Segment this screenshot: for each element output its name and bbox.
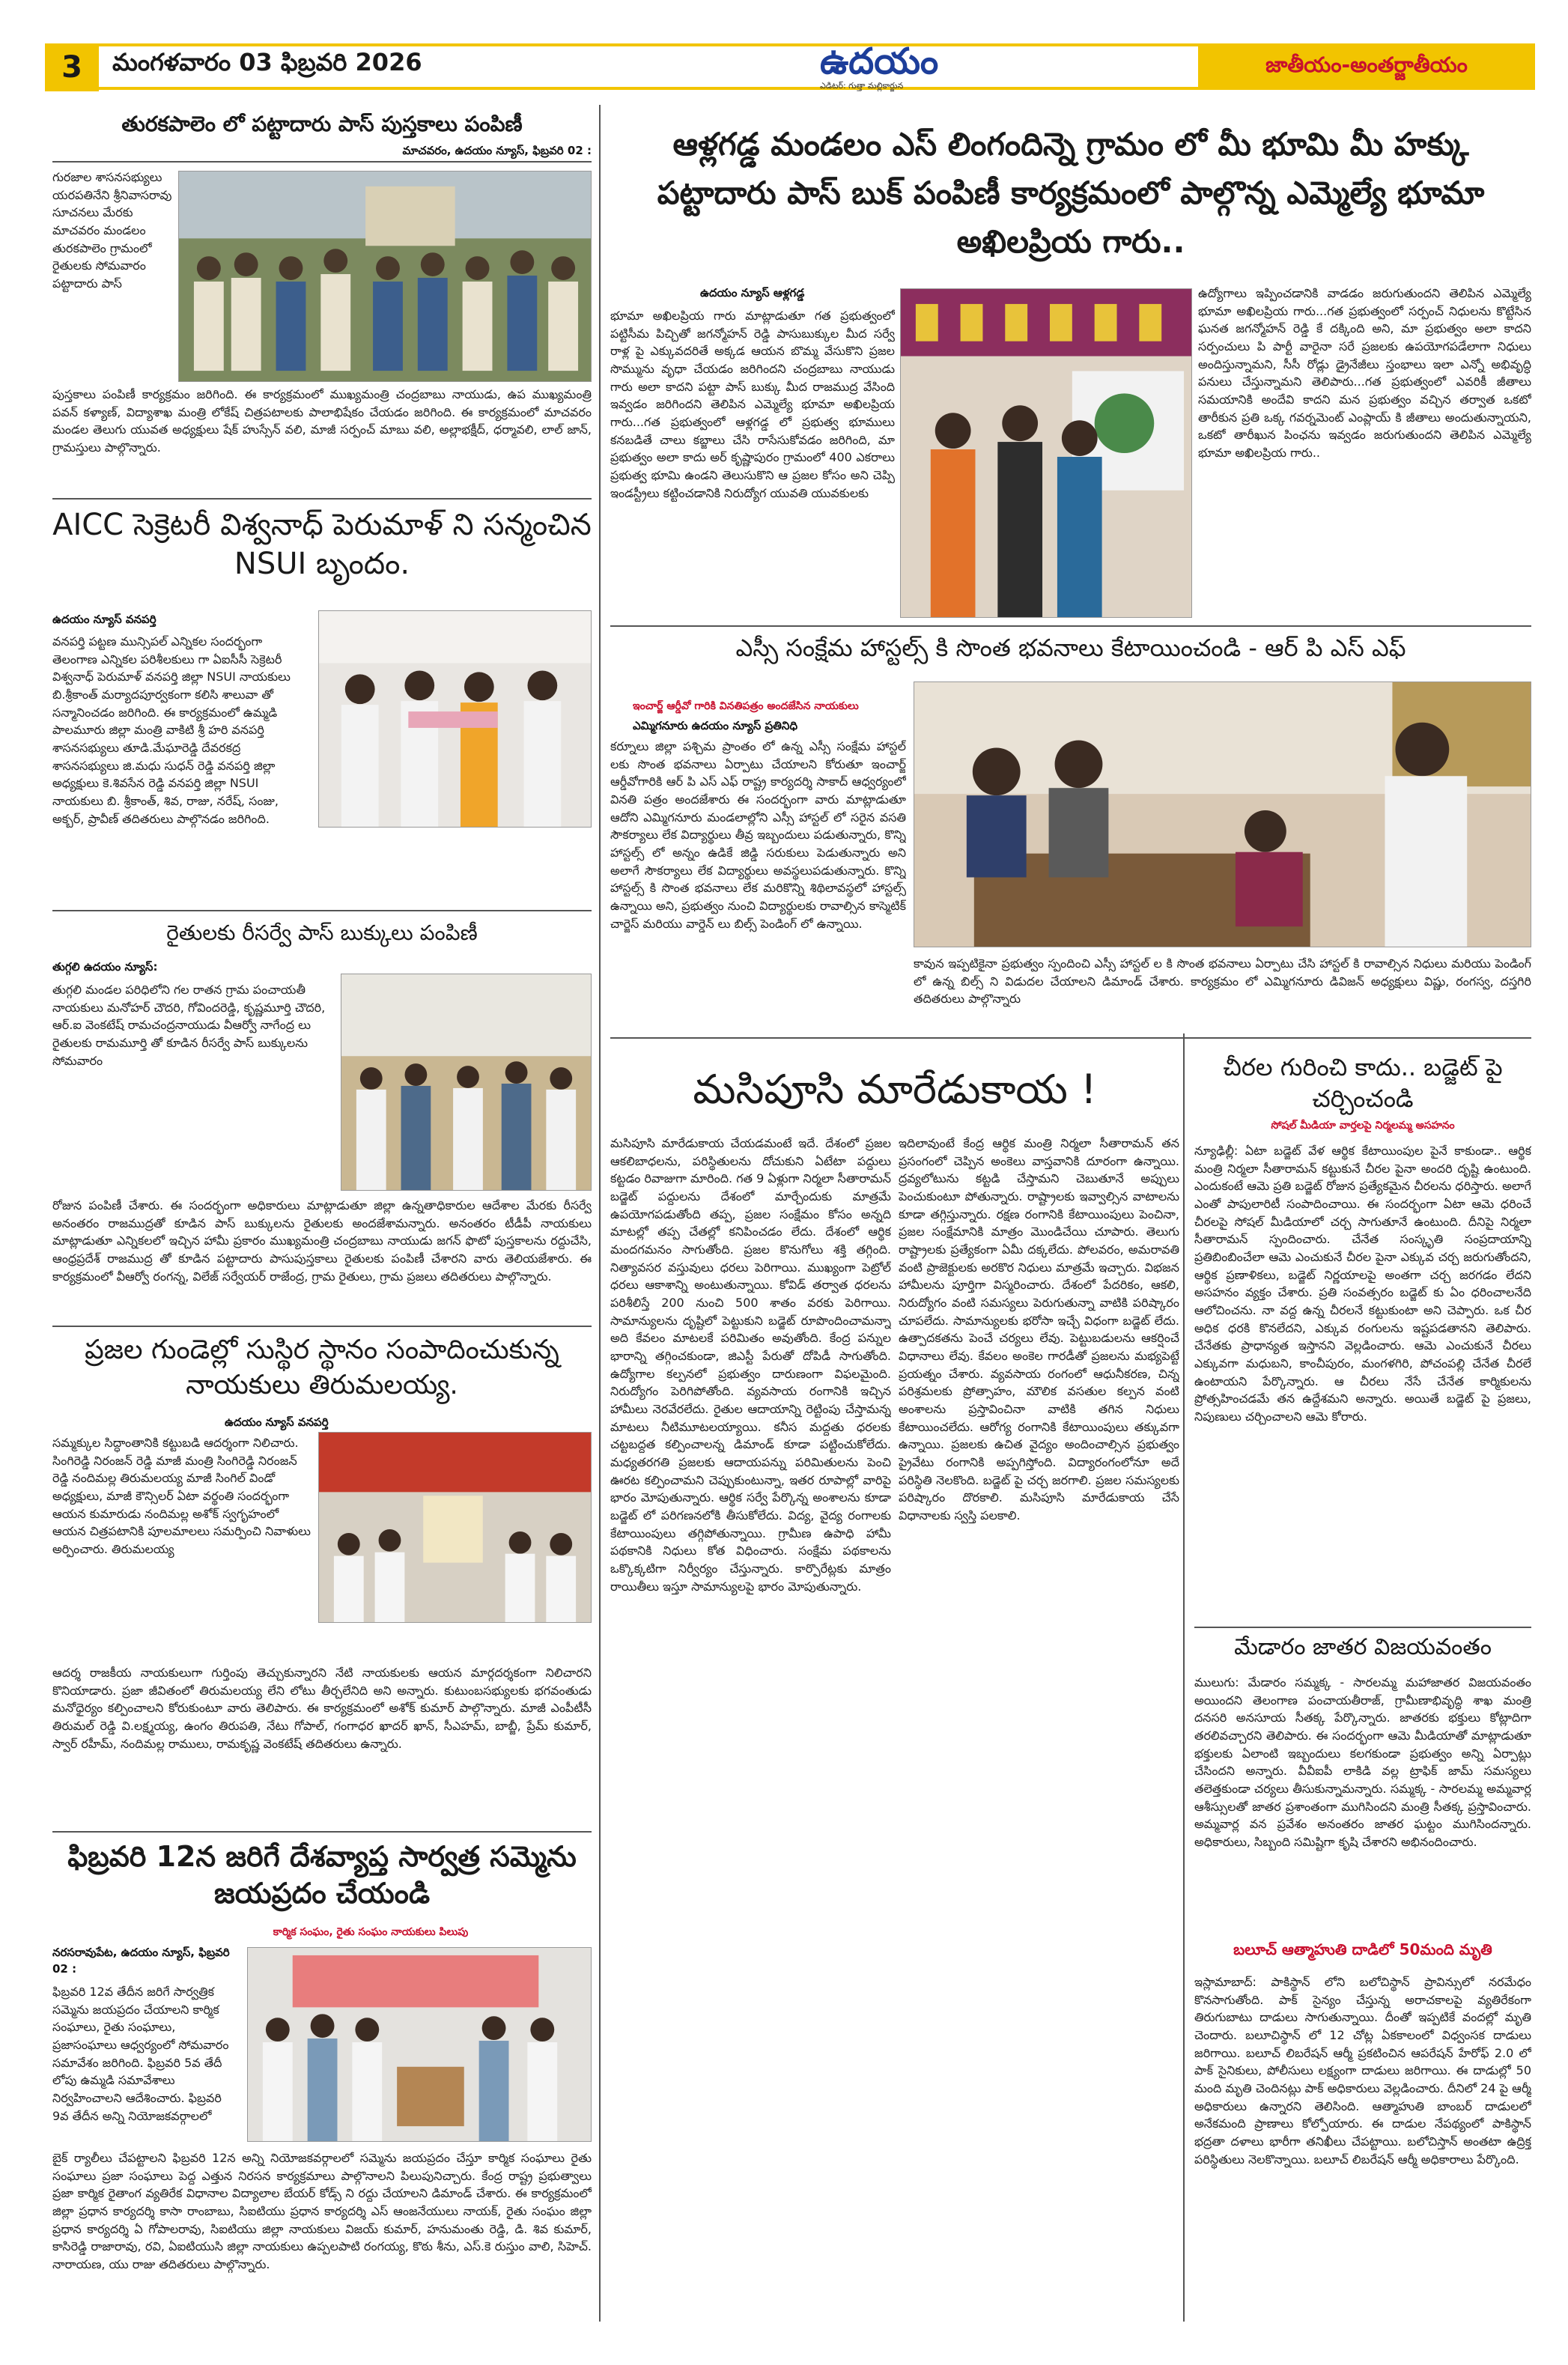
passbook-event-photo-image: [901, 289, 1191, 617]
farmers-photo-image: [341, 974, 591, 1190]
story4-headline: ప్రజల గుండెల్లో సుస్థిర స్థానం సంపాదించుకున్న నాయకులు తిరుమలయ్య.: [85, 1335, 559, 1400]
story6-byline: ఎమ్మిగనూరు ఉదయం న్యూస్ ప్రతినిధి: [633, 719, 798, 732]
section-label: జాతీయం-అంతర్జాతీయం: [1198, 45, 1535, 90]
story4-side-text: సమ్మక్కుల సిద్ధాంతానికి కట్టుబడి ఆదర్శంగా నిలిచారు. సింగిరెడ్డి నిరంజన్ రెడ్డి మాజీ మంత్రి సింగిరెడ్డి నిరంజన్ రెడ్డి నందిమల్ల తిరుమలయ్య మాజీ సింగిల్ విండో అధ్యక్షులు, మాజీ కౌన్సిలర్ ఏటా వర్థంతి సందర్భంగా ఆయన కుమారుడు నందిమల్ల అశోక్ స్వగృహంలో ఆయన చిత్రపటానికి పూలమాలలు సమర్పించి నివాళులు అర్పించారు. తిరుమలయ్య: [52, 1436, 311, 1557]
column-rule: [599, 105, 601, 2322]
story7-headline: చీరల గురించి కాదు.. బడ్జెట్ పై చర్చించండి: [1223, 1053, 1503, 1113]
story1-byline: మాచవరం, ఉదయం న్యూస్, ఫిబ్రవరి 02 :: [402, 144, 592, 157]
story5-kicker: కార్మిక సంఘం, రైతు సంఘం నాయకులు పిలుపు: [273, 1926, 469, 1938]
divider: [52, 1831, 592, 1833]
issue-date: మంగళవారం 03 ఫిబ్రవరి 2026: [112, 48, 422, 76]
lead-headline: ఆళ్లగడ్డ మండలం ఎస్ లింగందిన్నె గ్రామం లో మీ భూమి మీ హక్కు పట్టాదారు పాస్ బుక్ పంపిణీ కార్యక్రమంలో పాల్గొన్న ఎమ్మెల్యే భూమా అఖిలప్రియ గారు..: [657, 126, 1485, 261]
story7-kicker: సోషల్ మీడియా వార్తలపై నిర్మలమ్మ అసహనం: [1271, 1120, 1455, 1132]
story1-body: పుస్తకాలు పంపిణీ కార్యక్రమం జరిగింది. ఈ కార్యక్రమంలో ముఖ్యమంత్రి చంద్రబాబు నాయుడు, ఉప ముఖ్యమంత్రి పవన్ కళ్యాణ్, విద్యాశాఖ మంత్రి లోకేష్ చిత్రపటాలకు పాలాభిషేకం చేయడం జరిగింది. ఈ కార్యక్రమంలో మాచవరం మండల తెలుగు యువత అధ్యక్షులు షేక్ హుస్సేన్ వలి, మాజీ సర్పంచ్ మాబు వలి, అల్లాభక్షీద్, ధర్మావలి, లాల్ జాన్, గ్రామస్తులు పాల్గొన్నారు.: [52, 387, 592, 455]
story8-body: ఇస్లామాబాద్: పాకిస్థాన్ లోని బలోచిస్థాన్ ప్రావిన్సులో నరమేధం కొనసాగుతోంది. పాక్ సైన్యం చేస్తున్న అరాచకాలపై వ్యతిరేకంగా తిరుగుబాటు దాడులు సాగుతున్నాయి. దీంతో ఇప్పటికే వందల్లో మృతి చెందారు. బలూచిస్థాన్ లో 12 చోట్ల ఏకకాలంలో విధ్వంసక దాడులు జరిగాయి. బలూచ్ లిబరేషన్ ఆర్మీ ప్రకటించిన ఆపరేషన్ హేరోఫ్ 2.0 లో పాక్ సైనికులు, పోలీసులు లక్ష్యంగా దాడులు జరిగాయి. ఈ దాడుల్లో 50 మంది మృతి చెందినట్లు పాక్ అధికారులు వెల్లడించారు. దీనిలో 24 పై ఆర్మీ అధికారులు ఉన్నారని తెలిసింది. ఆత్మాహుతి బాంబర్ దాడులలో అనేకమంది ప్రాణాలు కోల్పోయారు. ఈ దాడుల నేపథ్యంలో పాకిస్థాన్ భద్రతా దళాలు భారీగా తనిఖీలు చేపట్టాయి. బలోచిస్తాన్ అంతటా ఉద్రిక్త పరిస్థితులు నెలకొన్నాయి. బలూచ్ లిబరేషన్ ఆర్మీ అధికారాలు పేర్కొంది.: [1194, 1975, 1531, 2167]
lead-byline: ఉదయం న్యూస్ ఆళ్లగడ్డ: [700, 286, 805, 300]
logo-name: ఉదయం: [820, 40, 939, 82]
story5-headline: ఫిబ్రవరి 12న జరిగే దేశవ్యాప్త సార్వత్ర సమ్మెను జయప్రదం చేయండి: [67, 1840, 577, 1910]
story5-photo: [247, 1947, 592, 2142]
memorandum-photo-image: [914, 682, 1531, 947]
logo-tagline: ఎడిటర్: గుత్తా మల్లికార్జున: [820, 81, 904, 91]
story1-rule: [52, 161, 592, 163]
divider: [52, 498, 592, 500]
divider: [52, 910, 592, 911]
story3-side-text: తుగ్గలి మండల పరిధిలోని గల రాతన గ్రామ పంచాయతీ నాయకులు మనోహర్ చౌదరి, గోవిందరెడ్డి, కృష్ణమూర్తి చౌదరి, ఆర్.ఐ వెంకటేష్ రామచంద్రనాయుడు వీఆర్వో నాగేంద్ర లు రైతులకు రామమూర్తి తో కూడిన రీసర్వే పాస్ బుక్కులను సోమవారం: [52, 983, 326, 1068]
lead-column-1: భూమా అఖిలప్రియ గారు మాట్లాడుతూ గత ప్రభుత్వంలో పట్టిసీమ పిచ్చితో జగన్మోహన్ రెడ్డి పాసుబుక్కుల మీద సర్వే రాళ్ల పై ఎక్కువదరితే అక్కడ ఆయన బొమ్మ వేసుకొని ప్రజల సొమ్మును వృధా చేయడం జరిగిందని చంద్రబాబు నాయుడు గారు అలా కాదని పట్టా పాస్ బుక్కు మీద రాజముద్ర వేసింది ఇవ్వడం జరిగిందని తెలిపిన ఎమ్మెల్యే భూమా అఖిలప్రియ గారు...గత ప్రభుత్వంలో ఆళ్లగడ్డ లో ప్రభుత్వ భూములు కనబడితే చాలు కబ్జాలు చేసి రాసేసుకోవడం జరిగింది, మా ప్రభుత్వం అలా కాదు అర్ కృష్ణాపురం గ్రామంలో 400 ఎకరాలు ప్రభుత్వ భూమి ఉండని తెలుసుకొని ఆ ప్రజల కోసం అని చెప్పి ఇండస్ట్రీలు కట్టించడానికి నిరుద్యోగ యువతి యువకులకు: [610, 309, 895, 500]
group-photo-image: [179, 171, 591, 381]
story4-byline: ఉదయం న్యూస్ వనపర్తి: [225, 1415, 329, 1429]
divider: [610, 625, 1531, 627]
story2-body: వనపర్తి పట్టణ మున్సిపల్ ఎన్నికల సందర్భంగా తెలంగాణ ఎన్నికల పరిశీలకులు గా ఏఐసీసీ సెక్రెటరీ విశ్వనాధ్ పెరుమాళ్ వనపర్తి జిల్లా NSUI నాయకులు బి.శ్రీకాంత్ మర్యాదపూర్వకంగా కలిసి శాలువా తో సన్మానించడం జరిగింది. ఈ కార్యక్రమంలో ఉమ్మడి పాలమూరు జిల్లా మంత్రి వాకిటి శ్రీ హరి వనపర్తి శాసనసభ్యులు తూడి.మేఘారెడ్డి దేవరకద్ర శాసనసభ్యులు జి.మధు సుధన్ రెడ్డి వనపర్తి జిల్లా అధ్యక్షులు కె.శివసేన రెడ్డి వనపర్తి జిల్లా NSUI నాయకులు బి. శ్రీకాంత్, శివ, రాజు, నరేష్, సంజు, అక్బర్, ప్రావీణ్ తదితరులు పాల్గొనడం జరిగింది.: [52, 634, 291, 826]
story6-photo: [914, 681, 1531, 947]
story8-headline: బలూచ్ ఆత్మాహుతి దాడిలో 50మంది మృతి: [1233, 1940, 1492, 1958]
story3-headline: రైతులకు రీసర్వే పాస్ బుక్కులు పంపిణీ: [166, 920, 478, 945]
story4-photo: [318, 1432, 592, 1623]
story5-side-text: ఫిబ్రవరి 12వ తేదీన జరిగే సార్వత్రిక సమ్మెను జయప్రదం చేయాలని కార్మిక సంఘాలు, రైతు సంఘాలు, ప్రజాసంఘాలు ఆధ్వర్యంలో సోమవారం సమావేశం జరిగింది. ఫిబ్రవరి 5వ తేదీ లోపు ఉమ్మడి సమావేశాలు నిర్వహించాలని ఆదేశించారు. ఫిబ్రవరి 9వ తేదీన అన్ని నియోజకవర్గాలలో: [52, 1985, 229, 2123]
editorial-headline: మసిపూసి మారేడుకాయ !: [693, 1066, 1097, 1113]
felicitation-photo-image: [319, 611, 591, 827]
story3-photo: [341, 974, 592, 1191]
lead-photo: [900, 288, 1192, 618]
story2-photo: [318, 610, 592, 828]
story6-headline: ఎస్సీ సంక్షేమ హాస్టల్స్ కి సొంత భవనాలు కేటాయించండి - ఆర్ పి ఎస్ ఎఫ్: [735, 634, 1406, 662]
meeting-photo-image: [248, 1948, 591, 2141]
story6-column-1: కర్నూలు జిల్లా పశ్చిమ ప్రాంతం లో ఉన్న ఎస్సీ సంక్షేమ హాస్టల్ లకు సొంత భవనాలు ఏర్పాటు చేయాలని కోరుతూ ఇంచార్జ్ ఆర్డీవోగారికి ఆర్ పి ఎస్ ఎఫ్ రాష్ట్ర కార్యదర్శి సాకాద్ ఆధ్వర్యంలో వినతి పత్రం అందజేశారు ఈ సందర్భంగా వారు మాట్లాడుతూ ఆదోని ఎమ్మిగనూరు మండలాల్లోని ఎస్సీ హాస్టల్ లో సరైన వసతి సౌకర్యాలు లేక విద్యార్థులు తీవ్ర ఇబ్బందులు పడుతున్నారు, కొన్ని హాస్టల్స్ లో అన్నం ఉడికే జిడ్డి సరుకులు పెడుతున్నారు అని అలాగే సౌకర్యాలు లేక విద్యార్థులు అవస్థలుపడుతున్నారు. కొన్ని హాస్టల్స్ కి సొంత భవనాలు లేక మరికొన్ని శిథిలావస్థలో హాస్టల్స్ ఉన్నాయి అని, ప్రభుత్వం నుంచి విద్యార్థులకు రావాల్సిన కాస్మెటిక్ చార్జెస్ మరియు వార్డెన్ లు బిల్స్ పెండింగ్ లో ఉన్నాయి.: [610, 739, 906, 931]
tribute-photo-image: [319, 1433, 591, 1622]
story4-body: ఆదర్శ రాజకీయ నాయకులుగా గుర్తింపు తెచ్చుకున్నారని నేటి నాయకులకు ఆయన మార్గదర్శకంగా నిలిచారని కొనియాడారు. ప్రజా జీవితంలో తిరుమలయ్య లేని లోటు తీర్చలేనిది అని అన్నారు. కుటుంబసభ్యులకు భగవంతుడు మనోధైర్యం కల్పించాలని కోరుకుంటూ వారు తెలిపారు. ఈ కార్యక్రమంలో అశోక్ కుమార్ పాల్గొన్నారు. మాజీ ఎంపీటీసీ తిరుమల్ రెడ్డి వి.లక్ష్మయ్య, ఉంగం తిరుపతి, నేటు గోపాల్, గంగాధర ఖాదర్ ఖాన్, సీఎహమ్, బాబ్జీ, ప్రేమ్ కుమార్, స్వార్ రహీమ్, నందిమల్ల రాములు, రామకృష్ణ వెంకటేష్ తదితరులు ఉన్నారు.: [52, 1666, 592, 1751]
story5-body: బైక్ ర్యాలీలు చేపట్టాలని ఫిబ్రవరి 12న అన్ని నియోజకవర్గాలలో సమ్మెను జయప్రదం చేస్తూ కార్మిక సంఘాలు రైతు సంఘాలు ప్రజా సంఘాలు పెద్ద ఎత్తున నిరసన కార్యక్రమాలు పాల్గొనాలని పిలుపునిచ్చారు. కేంద్ర రాష్ట్ర ప్రభుత్వాలు ప్రజా కార్మిక రైతాంగ వ్యతిరేక విధానాల విద్యాలాల బేయర్ కోడ్స్ ని రద్దు చేయాలని డిమాండ్ చేశారు. ఈ కార్యక్రమంలో జిల్లా ప్రధాన కార్యదర్శి కాసా రాంబాబు, సిఐటియు ప్రధాన కార్యదర్శి ఎస్ ఆంజనేయులు నాయక్, రైతు సంఘం జిల్లా ప్రధాన కార్యదర్శి ఏ గోపాలరావు, సిఐటియు జిల్లా నాయకులు విజయ్ కుమార్, హనుమంతు రెడ్డి, డి. శివ కుమార్, కాసిరెడ్డి రాజారావు, రవి, ఏఐటియుసి జిల్లా నాయకులు ఉప్పలపాటి రంగయ్య, కొఠు శీను, ఎస్.కె రుస్తుం వాలి, సిహెచ్. నారాయణ, యు రాజు తదితరులు పాల్గొన్నారు.: [52, 2151, 592, 2272]
story7-sub-headline: మేడారం జాతర విజయవంతం: [1234, 1634, 1492, 1660]
editorial-column-1: మసిపూసి మారేడుకాయ చేయడమంటే ఇదే. దేశంలో ప్రజల ఆకలిబాధలను, పరిస్థితులను దోచుకుని ఏటేటా పద్దులు కట్టడం రివాజుగా మారింది. గత 9 ఏళ్లుగా నిర్మలా సీతారామన్ బడ్జెట్ పద్దులను దేశంలో మార్చేందుకు మాత్రమే ఉపయోగపడుతోంది తప్ప, ప్రజల సంక్షేమం కోసం అన్నది మాటల్లో తప్ప చేతల్లో కనిపించడం లేదు. దేశంలో ఆర్థిక మందగమనం సాగుతోంది. ప్రజల కొనుగోలు శక్తి తగ్గింది. నిత్యావసర వస్తువులు ధరలు పెరిగాయి. ముఖ్యంగా పెట్రోల్ ధరలు ఆకాశాన్ని అంటుతున్నాయి. కోవిడ్ తర్వాత ధరలను పరిశీలిస్తే 200 నుంచి 500 శాతం వరకు పెరిగాయి. సామాన్యులను దృష్టిలో పెట్టుకుని బడ్జెట్ రూపొందించామన్నా అది కేవలం మాటలకే పరిమితం అవుతోంది. కేంద్ర పన్నుల భారాన్ని తగ్గించకుండా, జిఎస్టీ పేరుతో దోపిడీ సాగుతోంది. ఉద్యోగాల కల్పనలో ప్రభుత్వం దారుణంగా విఫలమైంది. నిరుద్యోగం పెరిగిపోతోంది. వ్యవసాయ రంగానికి ఇచ్చిన హామీలు నెరవేరలేదు. రైతుల ఆదాయాన్ని రెట్టింపు చేస్తామన్న మాటలు నీటిమూటలయ్యాయి. కనీస మద్దతు ధరలకు చట్టబద్దత కల్పించాలన్న డిమాండ్ కూడా పట్టించుకోలేదు. మధ్యతరగతి ప్రజలకు ఆదాయపన్ను పరిమితులను పెంచి ఊరట కల్పించామని చెప్పుకుంటున్నా, ఇతర రూపాల్లో వారిపై భారం మోపుతున్నారు. ఆర్థిక సర్వే పేర్కొన్న అంశాలను కూడా బడ్జెట్ లో పరిగణనలోకి తీసుకోలేదు. విద్య, వైద్య రంగాలకు కేటాయింపులు తగ్గిపోతున్నాయి. గ్రామీణ ఉపాధి హామీ పథకానికి నిధులు కోత విధించారు. సంక్షేమ పథకాలను ఒక్కొక్కటిగా నిర్వీర్యం చేస్తున్నారు. కార్పొరేట్లకు మాత్రం రాయితీలు ఇస్తూ సామాన్యులపై భారం మోపుతున్నారు.: [610, 1136, 891, 1594]
lead-column-2: ఉద్యోగాలు ఇప్పించడానికి వాడడం జరుగుతుందని తెలిపిన ఎమ్మెల్యే భూమా అఖిలప్రియ గారు...గత ప్రభుత్వంలో సర్పంచ్ నిధులను కొట్టేసిన ఘనత జగన్మోహన్ రెడ్డి కే దక్కింది అని, మా ప్రభుత్వం అలా కాదని సర్పంచులు పి పార్టీ వారైనా సరే ప్రజలకు ఉపయోగపడేలాగా నిధులు అందిస్తున్నామని, సీసీ రోడ్లు డ్రైనేజీలు స్తంభాలు ఇలా ఎన్నో అభివృద్ధి పనులు చేస్తున్నామని తెలిపారు...గత ప్రభుత్వంలో ఎవరికీ జీతాలు సమయానికి అందేవి కాదని మన ప్రభుత్వం వచ్చిన తర్వాత ఒకటో తారీకున ప్రతి ఒక్క గవర్నమెంట్ ఎంప్లాయ్ కి జీతాలు అందుతున్నాయని, ఒకటో తారీఖున పింఛను ఇవ్వడం జరుగుతుందని తెలిపిన ఎమ్మెల్యే భూమా అఖిలప్రియ గారు..: [1198, 286, 1531, 461]
newspaper-logo: [820, 42, 947, 97]
story1-photo: [178, 171, 592, 382]
story1-side-text: గురజాల శాసనసభ్యులు యరపతినేని శ్రీనివాసరావు సూచనలు మేరకు మాచవరం మండలం తురకపాలెం గ్రామంలో రైతులకు సోమవారం పట్టాదారు పాస్: [52, 170, 172, 291]
story6-column-2: కావున ఇప్పటికైనా ప్రభుత్వం స్పందించి ఎస్సీ హాస్టల్ ల కి సొంత భవనాలు ఏర్పాటు చేసి హాస్టల్ కి రావాల్సిన నిధులు మరియు పెండింగ్ లో ఉన్న బిల్స్ ని విడుదల చేయాలని డిమాండ్ చేశారు. కార్యక్రమం లో ఎమ్మిగనూరు డివిజన్ అధ్యక్షులు విష్ణు, రంగస్వ, దస్తగిరి తదితరులు పాల్గొన్నారు: [914, 956, 1531, 1007]
divider: [610, 1037, 1531, 1039]
story2-headline: AICC సెక్రెటరీ విశ్వనాధ్ పెరుమాళ్ ని సన్మంచిన NSUI బృందం.: [52, 508, 592, 581]
story3-body: రోజున పంపిణీ చేశారు. ఈ సందర్భంగా అధికారులు మాట్లాడుతూ జిల్లా ఉన్నతాధికారుల ఆదేశాల మేరకు రీసర్వే అనంతరం రాజముద్రతో కూడిన పాస్ బుక్కులను రైతులకు అందజేశామన్నారు. అనంతరం టీడీపీ నాయకులు మాట్లాడుతూ ఎన్నికలలో ఇచ్చిన హామీ ప్రకారం ముఖ్యమంత్రి చంద్రబాబు నాయుడు జగన్ ఫొటో పుస్తకాలను రద్దుచేసి, ఆంధ్రప్రదేశ్ రాజముద్ర తో కూడిన పట్టాదారు పాసుపుస్తకాలు రైతులకు పంపిణీ చేశారని వారు తెలియజేశారు. ఈ కార్యక్రమంలో వీఆర్వో రంగన్న, విలేజ్ సర్వేయర్ రాజేంద్ర, గ్రామ రైతులు, గ్రామ ప్రజలు తదితరులు పాల్గొన్నారు.: [52, 1198, 592, 1284]
story2-byline: ఉదయం న్యూస్ వనపర్తి: [52, 613, 157, 626]
column-rule: [1183, 1033, 1185, 2322]
editorial-column-2: ఇదిలావుంటే కేంద్ర ఆర్థిక మంత్రి నిర్మలా సీతారామన్ తన ప్రసంగంలో చెప్పిన అంకెలు వాస్తవానికి దూరంగా ఉన్నాయి. ద్రవ్యలోటును కట్టడి చేస్తామని చెబుతూనే అప్పులు పెంచుకుంటూ పోతున్నారు. రాష్ట్రాలకు ఇవ్వాల్సిన వాటాలను కూడా తగ్గిస్తున్నారు. రక్షణ రంగానికి కేటాయింపులు పెంచినా, ప్రజల సంక్షేమానికి మాత్రం మొండిచేయి చూపారు. తెలుగు రాష్ట్రాలకు ప్రత్యేకంగా ఏమీ దక్కలేదు. పోలవరం, అమరావతి వంటి ప్రాజెక్టులకు అరకొర నిధులు మాత్రమే ఇచ్చారు. విభజన హామీలను పూర్తిగా విస్మరించారు. దేశంలో పేదరికం, ఆకలి, నిరుద్యోగం వంటి సమస్యలు పెరుగుతున్నా వాటికి పరిష్కారం చూపలేదు. సామాన్యులకు భరోసా ఇచ్చే విధంగా బడ్జెట్ లేదు. ఉత్పాదకతను పెంచే చర్యలు లేవు. పెట్టుబడులను ఆకర్షించే విధానాలు లేవు. కేవలం అంకెల గారడీతో ప్రజలను మభ్యపెట్టే ప్రయత్నం చేశారు. వ్యవసాయ రంగంలో ఆధునీకరణ, చిన్న పరిశ్రమలకు ప్రోత్సాహం, మౌలిక వసతుల కల్పన వంటి అంశాలను ప్రస్తావించినా వాటికి తగిన నిధులు కేటాయించలేదు. ఆరోగ్య రంగానికి కేటాయింపులు తక్కువగా ఉన్నాయి. ప్రజలకు ఉచిత వైద్యం అందించాల్సిన ప్రభుత్వం ప్రైవేటు రంగానికి అప్పగిస్తోంది. విద్యారంగంలోనూ అదే పరిస్థితి నెలకొంది. బడ్జెట్ పై చర్చ జరగాలి. ప్రజల సమస్యలకు పరిష్కారం దొరకాలి. మసిపూసి మారేడుకాయ చేసే విధానాలకు స్వస్తి పలకాలి.: [899, 1136, 1179, 1523]
divider: [52, 1326, 592, 1327]
story7-body: న్యూఢిల్లీ: ఏటా బడ్జెట్ వేళ ఆర్థిక కేటాయింపుల పైనే కాకుండా.. ఆర్థిక మంత్రి నిర్మలా సీతారామన్ కట్టుకునే చీరల పైనా అందరి దృష్టి ఉంటుంది. ఎందుకంటే ఆమె ప్రతి బడ్జెట్ రోజున ప్రత్యేకమైన చీరలను ధరిస్తారు. అలాగే ఎంతో పాపులారిటీ సంపాదించాయి. ఈ సందర్భంగా ఏటా ఆమె ధరించే చీరలపై సోషల్ మీడియాలో చర్చ సాగుతూనే ఉంటుంది. దీనిపై నిర్మలా సీతారామన్ స్పందించారు. చేనేత సంస్కృతి సంప్రదాయాన్ని ప్రతిబింబించేలా ఆమె ఎంచుకునే చీరల పైనా ఎక్కువ చర్చ జరుగుతోందని, ఆర్థిక ప్రణాళికలు, బడ్జెట్ నిర్ణయాలపై అంతగా చర్చ జరగడం లేదని అసహనం వ్యక్తం చేశారు. ప్రతి సంవత్సరం బడ్జెట్ కు ఏం ధరించాలనేది ఆలోచించను. నా వద్ద ఉన్న చీరలనే కట్టుకుంటా అని చెప్పారు. ఒక చీర అధిక ధరకి కొనలేదని, ఎక్కువ రంగులను ఇష్టపడతానని తెలిపారు. చేనేతకు ప్రాధాన్యత ఇస్తానని వెల్లడించారు. ఆమె ఎంచుకునే చీరలు ఎక్కువగా మధుబని, కాంచీపురం, మంగళగిరి, పోచంపల్లి చేనేత చీరలే ఉంటాయని పేర్కొన్నారు. ఆ చీరలు నేసే చేనేత కార్మికులను ప్రోత్సహించడమే తన ఉద్దేశమని అన్నారు. అయితే బడ్జెట్ పై ప్రజలు, నిపుణులు చర్చించాలని ఆమె కోరారు.: [1194, 1144, 1531, 1424]
divider: [1194, 1627, 1531, 1628]
story3-byline: తుగ్గలి ఉదయం న్యూస్:: [52, 960, 158, 974]
story7-sub-body: ములుగు: మేడారం సమ్మక్క - సారలమ్మ మహాజాతర విజయవంతం అయిందని తెలంగాణ పంచాయతీరాజ్, గ్రామీణాభివృద్ధి శాఖ మంత్రి దనసరి అనసూయ సీతక్క పేర్కొన్నారు. జాతరకు భక్తులు కోట్లాదిగా తరలివచ్చారని తెలిపారు. ఈ సందర్భంగా ఆమె మీడియాతో మాట్లాడుతూ భక్తులకు ఏలాంటి ఇబ్బందులు కలగకుండా ప్రభుత్వం అన్ని ఏర్పాట్లు చేసిందని అన్నారు. వీవీఐపీ లాకిడి వల్ల ట్రాఫిక్ జామ్ సమస్యలు తలెత్తకుండా చర్యలు తీసుకున్నామన్నారు. సమ్మక్క - సారలమ్మ అమ్మవార్ల ఆశీస్సులతో జాతర ప్రశాంతంగా ముగిసిందని మంత్రి సీతక్క ప్రస్తావించారు. అమ్మవార్ల వన ప్రవేశం అనంతరం జాతర ఘట్టం ముగిసిందన్నారు. అధికారులు, సిబ్బంది సమిష్టిగా కృషి చేశారని అభినందించారు.: [1194, 1675, 1531, 1850]
page-number: 3: [45, 43, 99, 91]
story5-byline: నరసరావుపేట, ఉదయం న్యూస్, ఫిబ్రవరి 02 :: [52, 1946, 230, 1976]
story1-headline: తురకపాలెం లో పట్టాదారు పాస్ పుస్తకాలు పంపిణీ: [121, 112, 523, 136]
story6-kicker: ఇంచార్జ్ ఆర్డీవో గారికి వినతిపత్రం అందజేసిన నాయకులు: [633, 700, 859, 712]
